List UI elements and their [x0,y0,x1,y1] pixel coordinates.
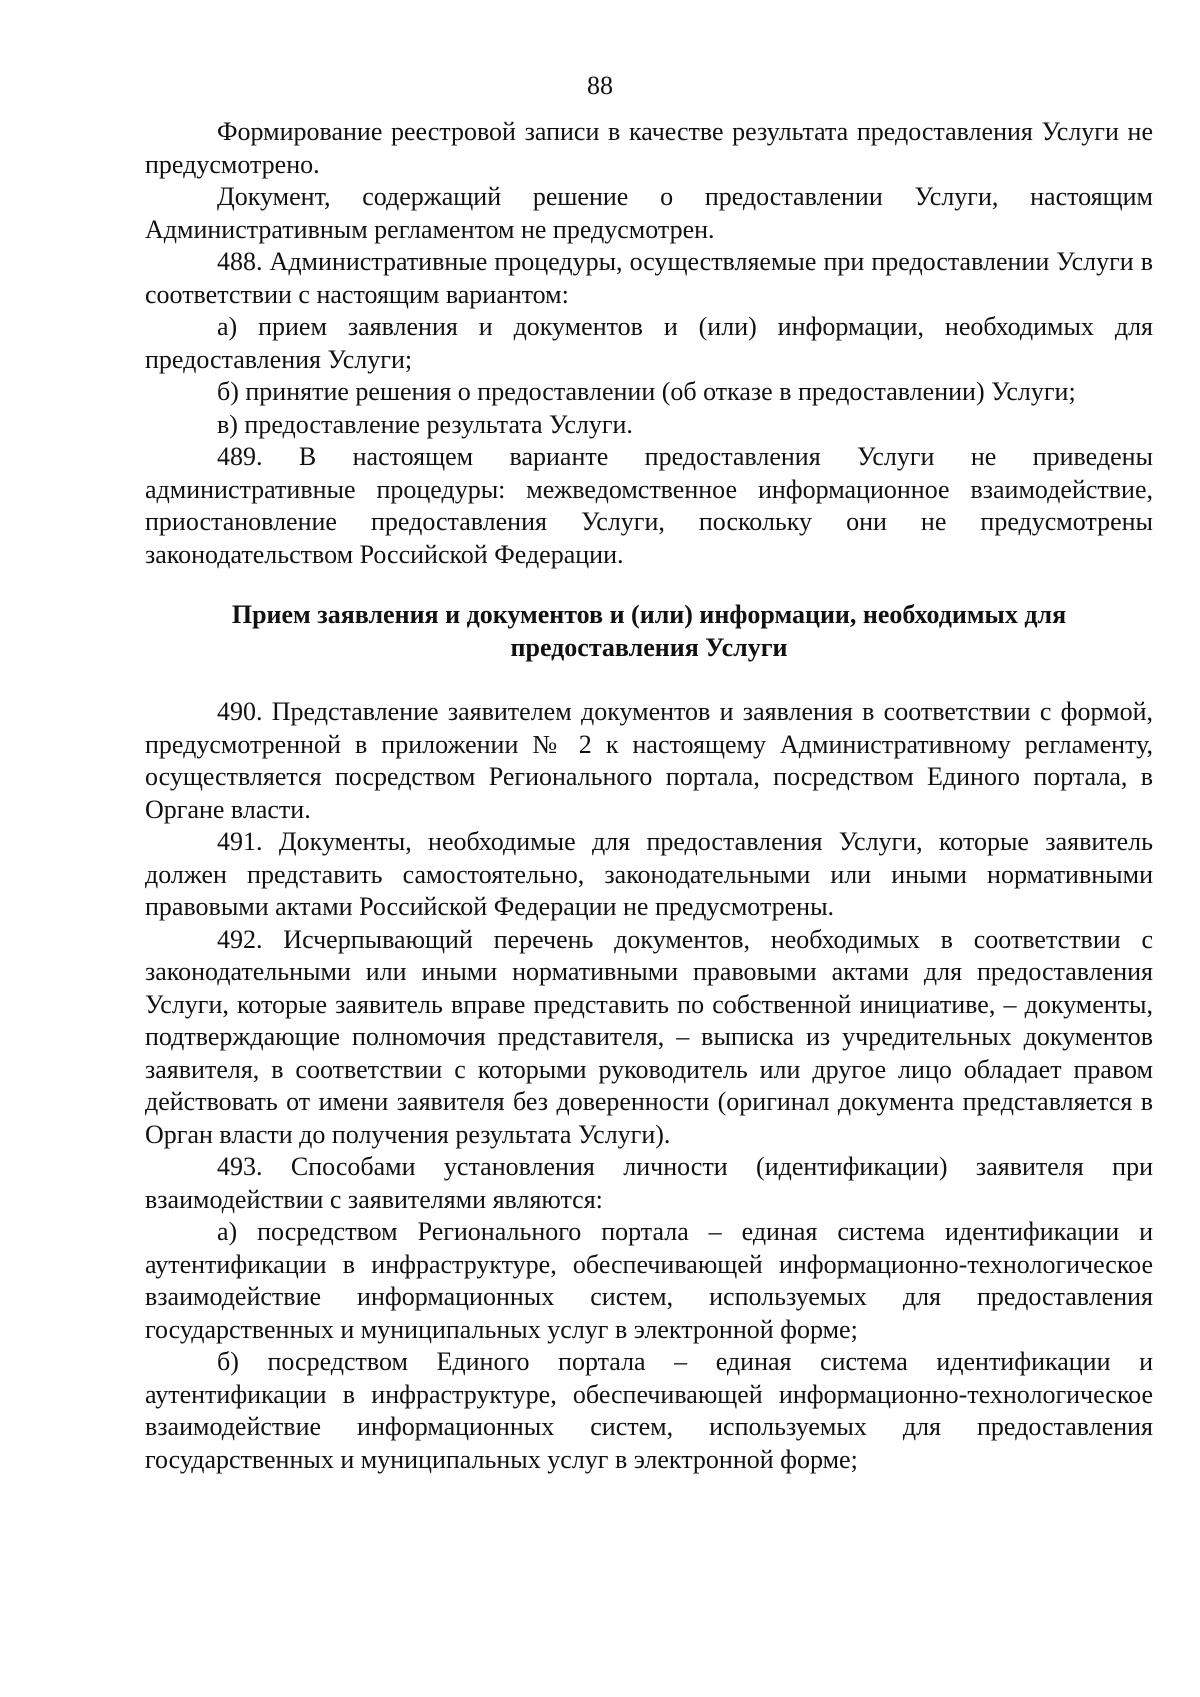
paragraph-490: 490. Представление заявителем документов и заявления в соответствии с формой, предусмотренной в приложении № 2 к настоящему Административному регламенту, осуществляется посредством Регионального портала, посредством Единого портала, в Органе власти. [145,697,1153,824]
page-content [145,116,1153,1476]
list-item-493-a: а) посредством Регионального портала – единая система идентификации и аутентификации в инфраструктуре, обеспечивающей информационно-технологическое взаимодействие информационных систем, используемых для предоставления государственных и муниципальных услуг в электронной форме; [145,1217,1153,1344]
spacer [145,571,1153,599]
paragraph-registry-record: Формирование реестровой записи в качестве результата предоставления Услуги не предусмотрено. [145,117,1153,179]
list-item-493-b: б) посредством Единого портала – единая система идентификации и аутентификации в инфраструктуре, обеспечивающей информационно-технологическое взаимодействие информационных систем, используемых для предоставления государственных и муниципальных услуг в электронной форме; [145,1347,1153,1474]
section-heading-line-2: предоставления Услуги [510,632,788,662]
paragraph-489: 489. В настоящем варианте предоставления Услуги не приведены административные процедуры: межведомственное информационное взаимодействие, приостановление предоставления Услуги, поскольку они не предусмотрены законодательством Российской Федерации. [145,442,1153,569]
spacer [145,664,1153,696]
paragraph-488: 488. Административные процедуры, осуществляемые при предоставлении Услуги в соответствии с настоящим вариантом: [145,247,1153,309]
list-item-488-a: а) прием заявления и документов и (или) информации, необходимых для предоставления Услуги; [145,312,1153,374]
section-heading [145,599,1153,664]
paragraph-492: 492. Исчерпывающий перечень документов, необходимых в соответствии с законодательными или иными нормативными правовыми актами для предоставления Услуги, которые заявитель вправе представить по собственной инициативе, – документы, подтверждающие полномочия представителя, – выписка из учредительных документов заявителя, в соответствии с которыми руководитель или другое лицо обладает правом действовать от имени заявителя без доверенности (оригинал документа представляется в Орган власти до получения результата Услуги). [145,924,1153,1149]
paragraph-493: 493. Способами установления личности (идентификации) заявителя при взаимодействии с заявителями являются: [145,1152,1153,1214]
paragraph-491: 491. Документы, необходимые для предоставления Услуги, которые заявитель должен представить самостоятельно, законодательными или иными нормативными правовыми актами Российской Федерации не предусмотрены. [145,827,1153,921]
paragraph-decision-document: Документ, содержащий решение о предоставлении Услуги, настоящим Административным регламентом не предусмотрен. [145,182,1153,244]
list-item-488-v: в) предоставление результата Услуги. [217,409,633,439]
list-item-488-b: б) принятие решения о предоставлении (об отказе в предоставлении) Услуги; [217,377,1076,406]
section-heading-line-1: Прием заявления и документов и (или) информации, необходимых для [231,600,1067,629]
page-number: 88 [587,71,613,100]
